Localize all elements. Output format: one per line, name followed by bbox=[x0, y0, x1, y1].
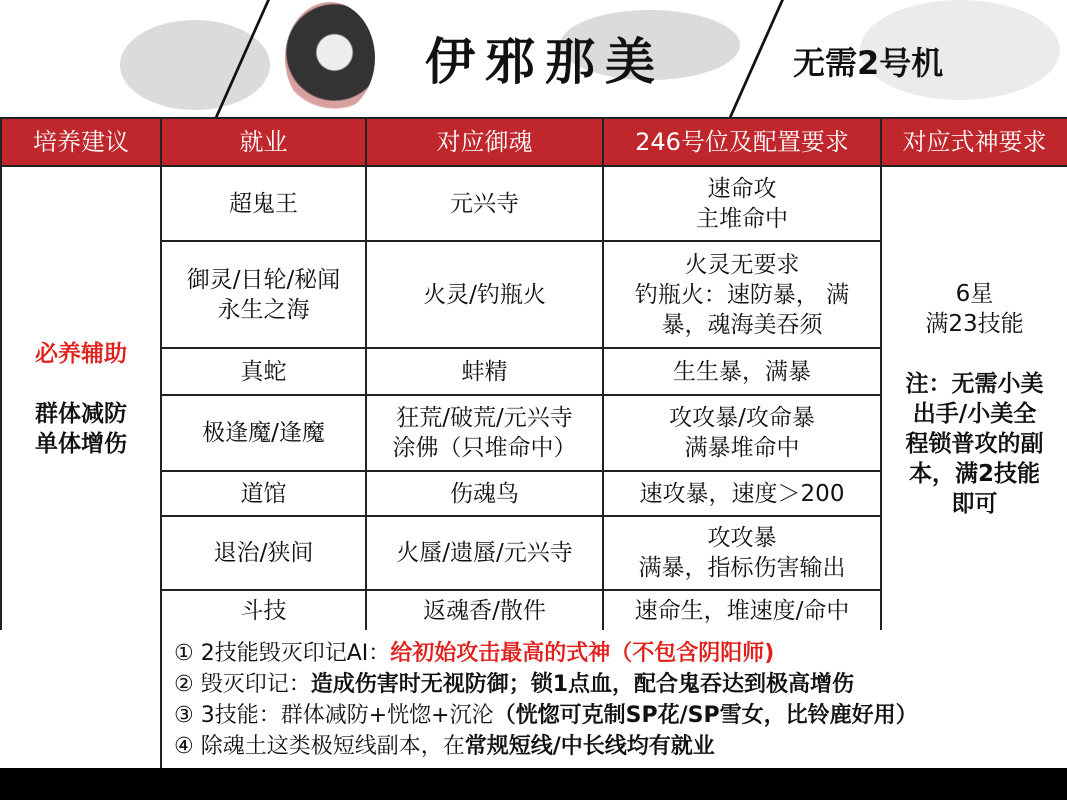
note-highlight: 给初始攻击最高的式神（不包含阴阳师) bbox=[390, 641, 775, 666]
note-highlight: 常规短线/中长线均有就业 bbox=[464, 734, 715, 759]
shiki-note: 程锁普攻的副 bbox=[905, 430, 1044, 457]
note-highlight: 造成伤害时无视防御；锁1点血，配合鬼吞达到极高增伤 bbox=[310, 672, 855, 697]
note-highlight: （恍惚可克制SP花/SP雪女，比铃鹿好用） bbox=[493, 703, 918, 728]
req-line: 满暴堆命中 bbox=[684, 435, 800, 461]
req-cell bbox=[603, 395, 881, 471]
job-cell: 退治/狭间 bbox=[161, 516, 366, 590]
page-title: 伊邪那美 bbox=[425, 32, 665, 91]
subtitle: 无需2号机 bbox=[793, 44, 944, 82]
req-cell bbox=[603, 166, 881, 241]
shikigami-cell bbox=[881, 166, 1067, 631]
req-line: 钓瓶火：速防暴， 满 bbox=[634, 281, 850, 308]
table-header bbox=[1, 118, 1067, 166]
shiki-line: 满23技能 bbox=[925, 310, 1024, 337]
header-cell: 培养建议 bbox=[1, 118, 161, 166]
req-line: 攻攻暴/攻命暴 bbox=[669, 405, 815, 431]
recommendation-cell bbox=[1, 166, 161, 631]
note-text: ③ 3技能：群体减防+恍惚+沉沦 bbox=[174, 703, 494, 728]
soul-cell: 伤魂鸟 bbox=[366, 471, 603, 516]
job-cell bbox=[161, 241, 366, 348]
job-cell: 道馆 bbox=[161, 471, 366, 516]
req-line: 攻攻暴 bbox=[707, 525, 777, 551]
recommendation-detail: 群体减防 bbox=[35, 401, 127, 427]
shiki-note: 即可 bbox=[951, 490, 998, 517]
note-line bbox=[174, 731, 1067, 762]
req-cell bbox=[603, 241, 881, 348]
banner bbox=[0, 0, 1067, 117]
table-row bbox=[1, 166, 1067, 241]
soul-cell: 火灵/钓瓶火 bbox=[366, 241, 603, 348]
shiki-line: 6星 bbox=[955, 280, 994, 307]
header-cell: 对应式神要求 bbox=[881, 118, 1067, 166]
info-table bbox=[0, 117, 1067, 632]
job-cell: 极逢魔/逢魔 bbox=[161, 395, 366, 471]
soul-cell: 返魂香/散件 bbox=[366, 590, 603, 631]
req-cell: 速攻暴，速度＞200 bbox=[603, 471, 881, 516]
req-line: 满暴，指标伤害输出 bbox=[638, 555, 846, 581]
note-text: ① 2技能毁灭印记AI： bbox=[174, 641, 391, 666]
soul-cell bbox=[366, 395, 603, 471]
shiki-note: 出手/小美全 bbox=[912, 400, 1037, 427]
left-column-fill bbox=[0, 630, 160, 768]
character-avatar bbox=[285, 2, 375, 114]
shiki-note: 本，满2技能 bbox=[908, 460, 1040, 487]
soul-line: 涂佛（只堆命中） bbox=[392, 435, 577, 461]
req-line: 主堆命中 bbox=[696, 205, 788, 232]
req-cell: 生生暴，满暴 bbox=[603, 348, 881, 395]
job-line: 御灵/日轮/秘闻 bbox=[186, 266, 341, 293]
soul-cell: 元兴寺 bbox=[366, 166, 603, 241]
job-cell: 超鬼王 bbox=[161, 166, 366, 241]
header-cell: 就业 bbox=[161, 118, 366, 166]
note-line bbox=[174, 700, 1067, 731]
note-line bbox=[174, 669, 1067, 700]
recommendation-detail: 单体增伤 bbox=[35, 431, 127, 457]
req-cell bbox=[603, 516, 881, 590]
job-line: 永生之海 bbox=[217, 296, 310, 323]
req-line: 速命攻 bbox=[707, 175, 777, 202]
req-cell: 速命生，堆速度/命中 bbox=[603, 590, 881, 631]
ink-splash bbox=[120, 20, 270, 110]
header-cell: 对应御魂 bbox=[366, 118, 603, 166]
note-line bbox=[174, 638, 1067, 669]
req-line: 暴，魂海美吞须 bbox=[661, 311, 823, 338]
soul-line: 狂荒/破荒/元兴寺 bbox=[396, 405, 573, 431]
soul-cell: 蚌精 bbox=[366, 348, 603, 395]
soul-cell: 火蜃/遗蜃/元兴寺 bbox=[366, 516, 603, 590]
recommendation-label: 必养辅助 bbox=[35, 341, 127, 367]
note-text: ④ 除魂土这类极短线副本，在 bbox=[174, 734, 465, 759]
header-cell: 246号位及配置要求 bbox=[603, 118, 881, 166]
job-cell: 斗技 bbox=[161, 590, 366, 631]
note-text: ② 毁灭印记： bbox=[174, 672, 311, 697]
shiki-note: 注：无需小美 bbox=[905, 370, 1044, 397]
req-line: 火灵无要求 bbox=[684, 251, 800, 278]
notes-panel bbox=[160, 630, 1067, 768]
job-cell: 真蛇 bbox=[161, 348, 366, 395]
